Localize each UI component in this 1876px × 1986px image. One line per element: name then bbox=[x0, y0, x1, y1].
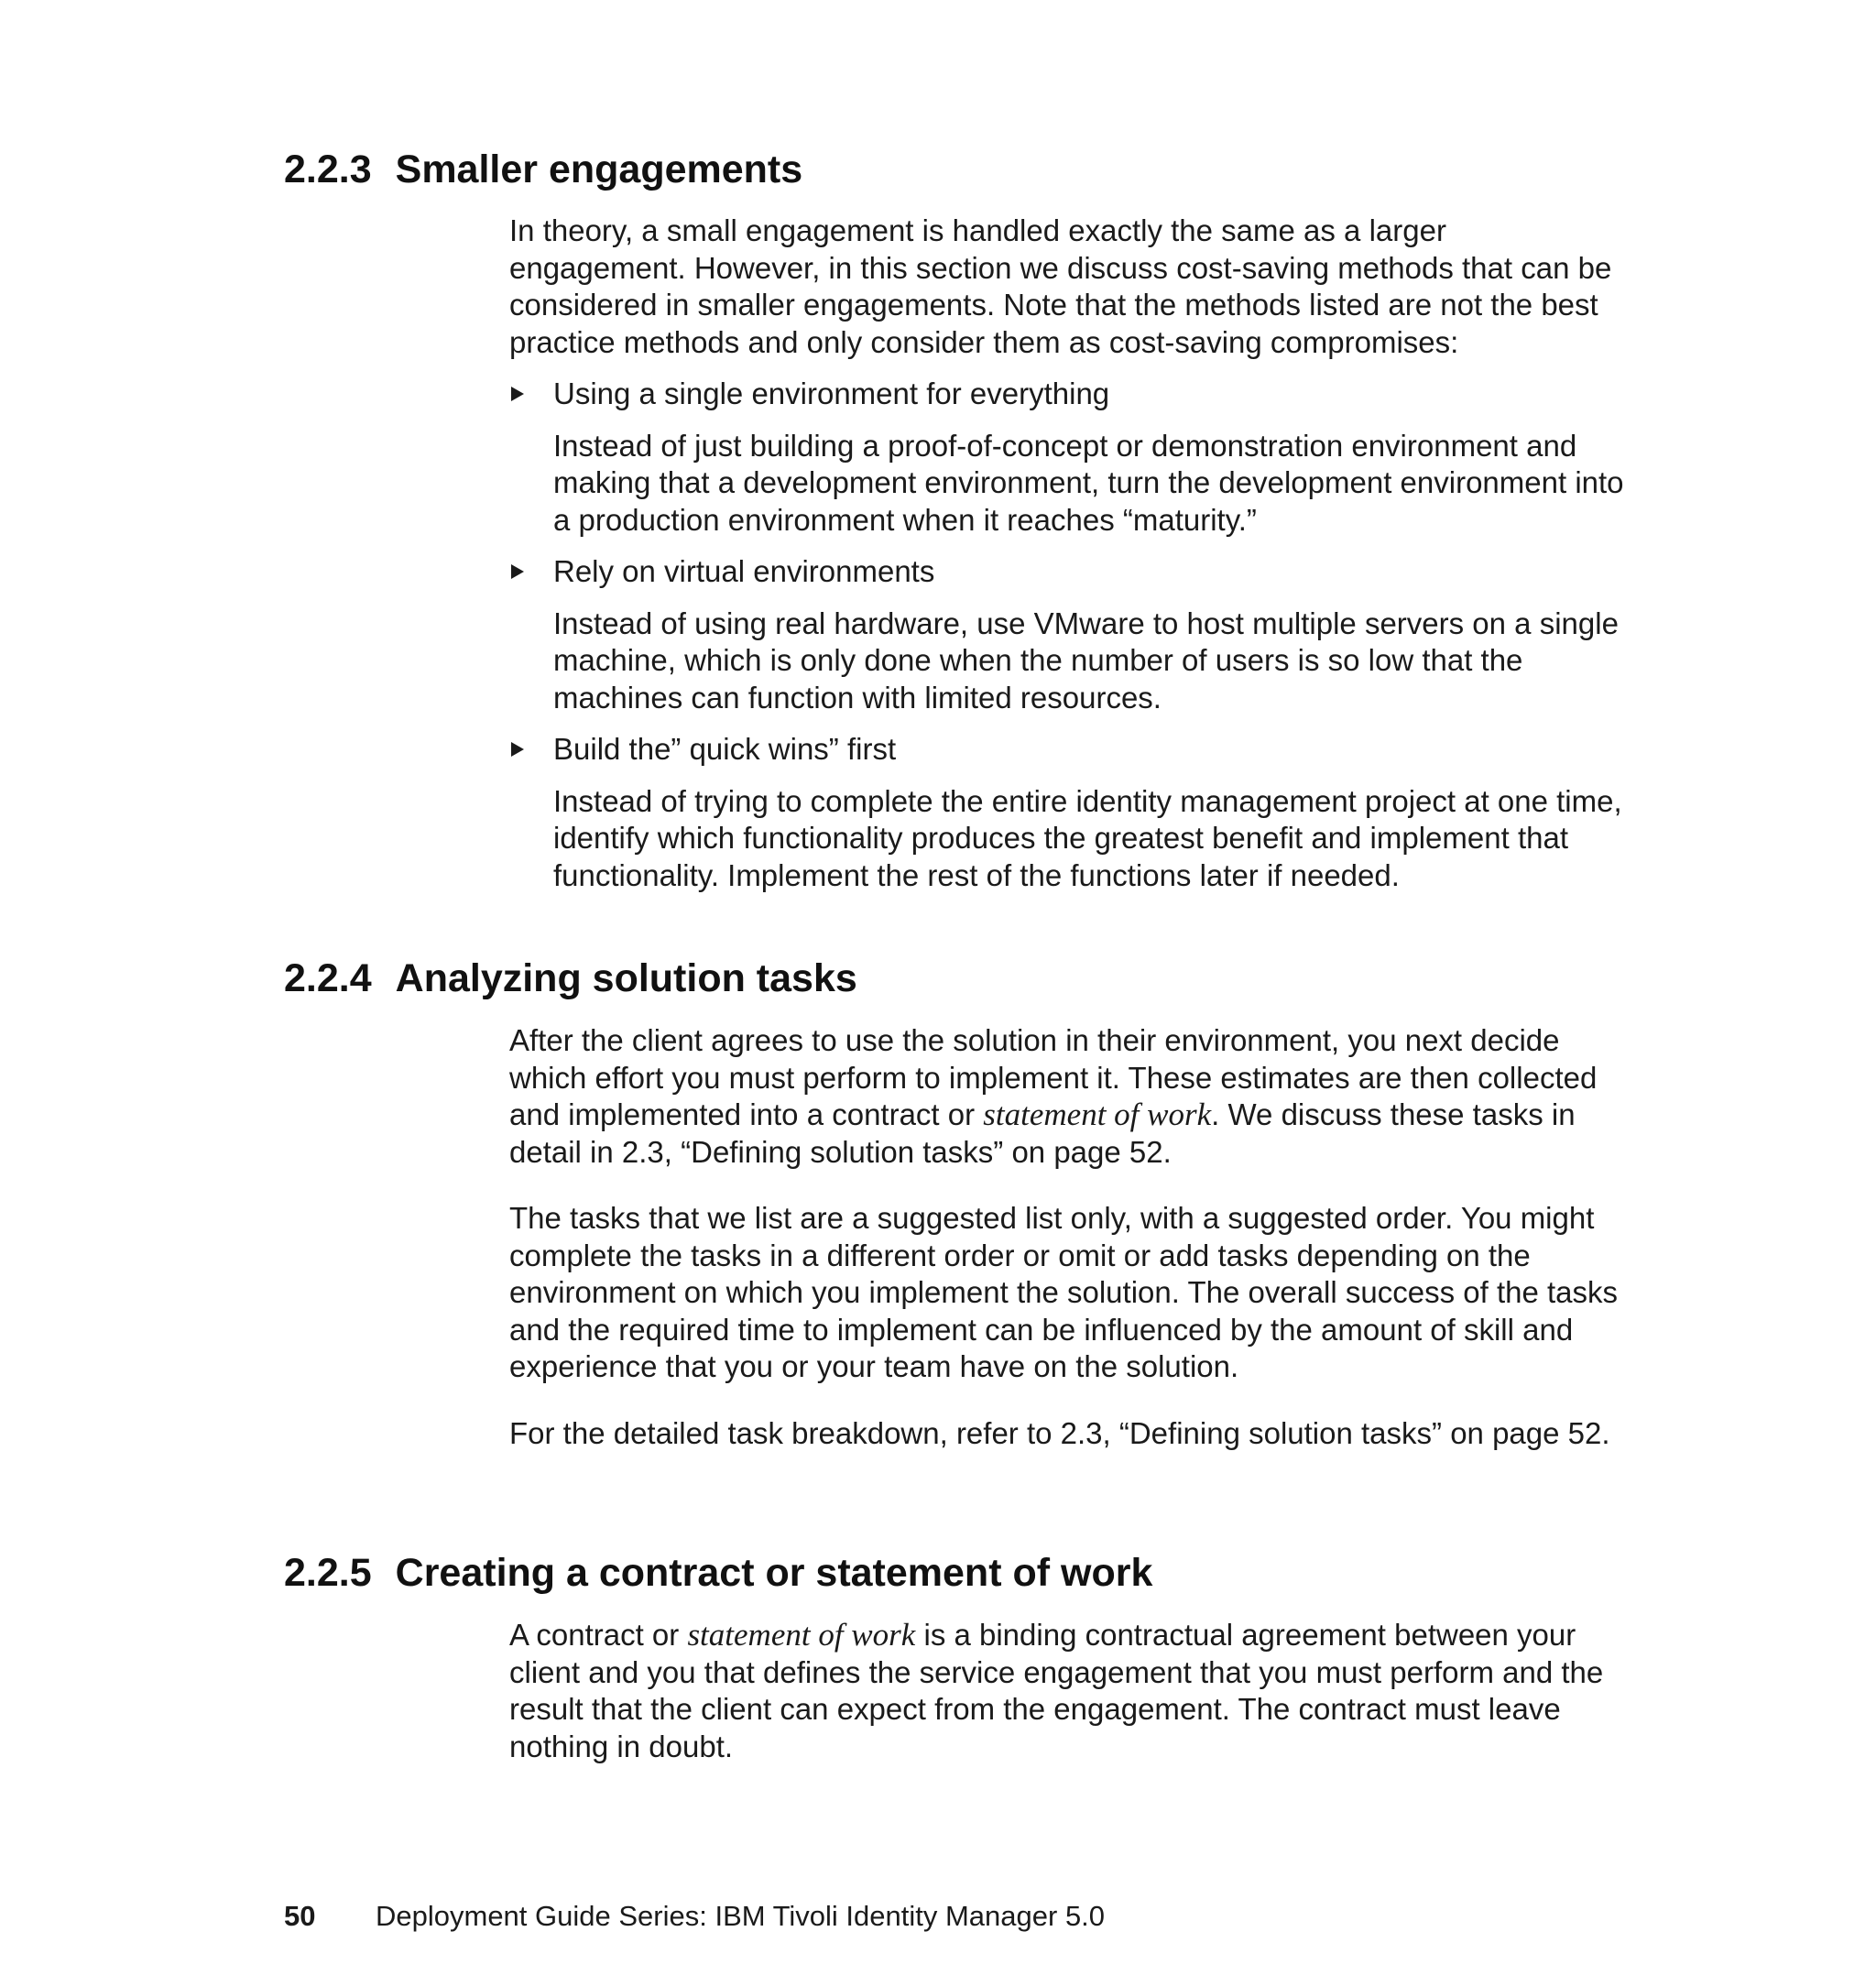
section-number: 2.2.5 bbox=[284, 1551, 372, 1595]
section-heading-2-2-4 bbox=[284, 955, 857, 1001]
triangle-bullet-icon bbox=[511, 742, 524, 757]
list-item bbox=[509, 376, 1627, 539]
book-title: Deployment Guide Series: IBM Tivoli Identity Manager 5.0 bbox=[376, 1900, 1106, 1932]
section-body-2-2-5 bbox=[509, 1617, 1627, 1765]
list-item bbox=[509, 553, 1627, 716]
section-body-2-2-3 bbox=[509, 213, 1627, 909]
bullet-description: Instead of using real hardware, use VMware to host multiple servers on a single machine, which is only done when the number of users is so low that the machines can function with limited resources. bbox=[553, 606, 1619, 715]
bullet-title: Using a single environment for everything bbox=[553, 376, 1110, 410]
bullet-title: Rely on virtual environments bbox=[553, 554, 935, 588]
page-footer bbox=[284, 1898, 1105, 1935]
paragraph: The tasks that we list are a suggested list only, with a suggested order. You might complete the tasks in a different order or omit or add tasks depending on the environment on which you implement the solution. The overall success of the tasks and the required time to implement can be influenced by the amount of skill and experience that you or your team have on the solution. bbox=[509, 1201, 1619, 1383]
paragraph: After the client agrees to use the solution in their environment, you next decide which effort you must perform to implement it. These estimates are then collected and implemented into a contract or statement of work. We discuss these tasks in detail in 2.3, “Defining solution tasks” on page 52. bbox=[509, 1023, 1598, 1169]
paragraph: For the detailed task breakdown, refer to 2.3, “Defining solution tasks” on page 52. bbox=[509, 1415, 1610, 1450]
page-number: 50 bbox=[284, 1900, 316, 1932]
triangle-bullet-icon bbox=[511, 387, 524, 401]
section-title: Creating a contract or statement of work bbox=[395, 1551, 1153, 1595]
section-title: Smaller engagements bbox=[395, 147, 803, 191]
list-item bbox=[509, 731, 1627, 894]
section-number: 2.2.4 bbox=[284, 956, 372, 1000]
section-number: 2.2.3 bbox=[284, 147, 372, 191]
emphasized-term: statement of work bbox=[687, 1617, 916, 1653]
paragraph: In theory, a small engagement is handled exactly the same as a larger engagement. However, in this section we discuss cost-saving methods that can be considered in smaller engagements. Note that the methods listed are not the best practice methods and only consider them as cost-saving compromises: bbox=[509, 213, 1612, 359]
section-body-2-2-4 bbox=[509, 1022, 1627, 1452]
section-heading-2-2-5 bbox=[284, 1550, 1152, 1596]
bullet-list bbox=[509, 376, 1627, 894]
emphasized-term: statement of work bbox=[983, 1097, 1212, 1132]
paragraph: A contract or statement of work is a binding contractual agreement between your client and you that defines the service engagement that you must perform and the result that the client can expect from the engagement. The contract must leave nothing in doubt. bbox=[509, 1617, 1604, 1763]
section-title: Analyzing solution tasks bbox=[395, 956, 857, 1000]
section-heading-2-2-3 bbox=[284, 147, 802, 192]
triangle-bullet-icon bbox=[511, 564, 524, 579]
bullet-title: Build the” quick wins” first bbox=[553, 732, 897, 766]
bullet-description: Instead of just building a proof-of-concept or demonstration environment and making that a development environment, turn the development environment into a production environment when it reaches “maturity.” bbox=[553, 428, 1624, 537]
bullet-description: Instead of trying to complete the entire identity management project at one time, identify which functionality produces the greatest benefit and implement that functionality. Implement the rest of the functions later if needed. bbox=[553, 783, 1622, 892]
